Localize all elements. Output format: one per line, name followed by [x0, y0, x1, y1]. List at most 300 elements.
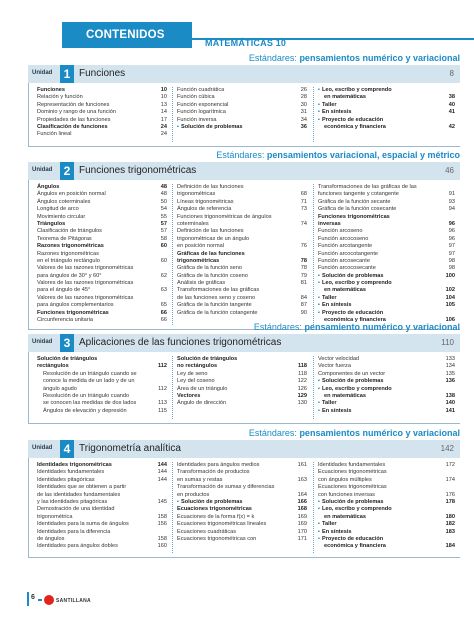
- toc-entry: [318, 102, 455, 109]
- toc-entry: [177, 462, 307, 469]
- toc-entry: [318, 529, 455, 536]
- toc-entry-page: 145: [157, 498, 167, 505]
- toc-entry-page: 38: [448, 94, 455, 101]
- standards-prefix: Estándares:: [248, 428, 300, 438]
- toc-entry: [177, 295, 307, 302]
- toc-entry-title: con ángulos múltiples: [318, 476, 372, 483]
- toc-entry-page: 104: [445, 294, 455, 301]
- toc-entry-title: Relación y función: [37, 94, 83, 101]
- toc-entry-title: Función arcocotangente: [318, 250, 379, 257]
- toc-entry-title: trigonométricas: [177, 191, 216, 198]
- toc-entry-page: 178: [445, 498, 455, 505]
- toc-entry-page: 102: [445, 287, 455, 294]
- toc-entry: [318, 521, 455, 528]
- unit-title: Funciones trigonométricas: [79, 165, 197, 176]
- toc-entry-title: Transformación de productos: [177, 469, 250, 476]
- toc-entry: [177, 302, 307, 309]
- toc-entry: [37, 206, 167, 213]
- toc-entry-title: Gráfica de la función seno: [177, 265, 242, 272]
- toc-entry: [177, 356, 307, 363]
- toc-entry-title: ▪ En síntesis: [318, 109, 352, 116]
- toc-entry: [37, 356, 167, 363]
- toc-entry: [177, 386, 307, 393]
- toc-entry-title: Funciones trigonométricas de ángulos: [177, 213, 272, 220]
- toc-entry: [318, 378, 455, 385]
- toc-entry-page: 129: [297, 392, 307, 399]
- toc-entry: [37, 378, 167, 385]
- toc-entry-page: 63: [160, 287, 167, 294]
- standards-text: pensamiento numérico y variacional: [304, 322, 460, 332]
- toc-entry-title: Definición de las funciones: [177, 228, 244, 235]
- standards-text: pensamientos numérico y variacional: [299, 53, 460, 63]
- toc-entry-title: Ecuaciones trigonométricas con: [177, 535, 257, 542]
- toc-entry-title: Ángulos de elevación y depresión: [43, 407, 127, 414]
- toc-entry: [177, 206, 307, 213]
- toc-entry-page: 93: [448, 198, 455, 205]
- column-divider: [313, 87, 314, 142]
- toc-entry: [318, 302, 455, 309]
- toc-entry: [177, 400, 307, 407]
- toc-entry-title: en el triángulo rectángulo: [37, 257, 100, 264]
- toc-entry: [318, 400, 455, 407]
- toc-entry-page: 105: [445, 302, 455, 309]
- toc-entry-title: Identidades fundamentales: [318, 462, 386, 468]
- toc-entry: [177, 484, 307, 491]
- unit-page: 110: [441, 338, 454, 347]
- contents-column: [318, 87, 455, 131]
- toc-entry-title: en matemáticas: [324, 287, 366, 294]
- toc-entry: [318, 251, 455, 258]
- toc-entry: [37, 302, 167, 309]
- toc-entry-title: ángulo agudo: [43, 385, 77, 392]
- toc-entry-title: Ecuaciones trigonométricas: [177, 506, 252, 513]
- unit-4-header: [28, 440, 460, 458]
- toc-entry: [177, 521, 307, 528]
- contents-column: [37, 356, 167, 415]
- toc-entry: [177, 258, 307, 265]
- toc-entry: [177, 287, 307, 294]
- toc-entry: [37, 228, 167, 235]
- toc-entry: [318, 492, 455, 499]
- toc-entry: [177, 506, 307, 513]
- toc-entry-title: Ecuaciones trigonométricas: [318, 469, 387, 476]
- toc-entry: [177, 117, 307, 124]
- toc-entry: [318, 191, 455, 198]
- toc-entry: [37, 131, 167, 138]
- contents-column: [318, 356, 455, 415]
- toc-entry-title: rectángulos: [37, 363, 69, 370]
- toc-entry-page: 91: [448, 191, 455, 198]
- toc-entry: [318, 386, 455, 393]
- toc-entry-title: Gráficas de las funciones: [177, 250, 245, 257]
- toc-entry-title: Identidades pitagóricas: [37, 476, 95, 483]
- toc-entry-title: Ángulos coterminales: [37, 198, 91, 205]
- toc-entry-title: Razones trigonométricas: [37, 250, 99, 257]
- column-divider: [313, 184, 314, 325]
- toc-entry: [177, 469, 307, 476]
- toc-entry-title: Circunferencia unitaria: [37, 317, 93, 324]
- toc-entry-title: Funciones trigonométricas: [37, 309, 109, 316]
- toc-entry: [318, 243, 455, 250]
- toc-entry-page: 24: [160, 123, 167, 130]
- toc-entry: [318, 287, 455, 294]
- brand-name: SANTILLANA: [56, 598, 91, 604]
- toc-entry: [318, 356, 455, 363]
- standards-prefix: Estándares:: [253, 322, 305, 332]
- toc-entry: [37, 191, 167, 198]
- toc-entry-title: Clasificación de triángulos: [37, 228, 102, 235]
- unit-label: Unidad: [32, 70, 53, 76]
- toc-entry: [318, 236, 455, 243]
- toc-entry-title: Función cuadrática: [177, 87, 225, 93]
- unit-3-contents: [28, 352, 460, 424]
- toc-entry-title: Resolución de un triángulo cuando se: [43, 370, 137, 377]
- column-divider: [172, 356, 173, 419]
- toc-entry-page: 10: [160, 94, 167, 101]
- contents-column: [177, 462, 307, 543]
- toc-entry: [37, 273, 167, 280]
- toc-entry: [37, 363, 167, 370]
- toc-entry-page: 136: [445, 378, 455, 385]
- unit-3-header: [28, 334, 460, 352]
- toc-entry-title: Vectores: [177, 392, 201, 399]
- toc-entry-title: ▪ Proyecto de educación: [318, 117, 383, 124]
- toc-entry: [37, 109, 167, 116]
- toc-entry: [37, 280, 167, 287]
- toc-entry-page: 26: [300, 87, 307, 93]
- toc-entry: [37, 543, 167, 550]
- toc-entry-page: 66: [160, 317, 167, 324]
- toc-entry-page: 140: [445, 400, 455, 407]
- toc-entry: [177, 228, 307, 235]
- toc-entry-title: Propiedades de las funciones: [37, 116, 111, 123]
- subject-title: MATEMÁTICAS 10: [205, 38, 287, 48]
- toc-entry: [177, 265, 307, 272]
- toc-entry: [177, 87, 307, 94]
- toc-entry: [37, 521, 167, 528]
- footer-bar: [27, 592, 29, 606]
- toc-entry: [318, 109, 455, 116]
- toc-entry: [37, 199, 167, 206]
- toc-entry-title: Ángulos de referencia: [177, 206, 232, 213]
- toc-entry: [318, 124, 455, 131]
- toc-entry-page: 62: [160, 272, 167, 279]
- toc-entry: [177, 310, 307, 317]
- toc-entry-title: Ángulos en posición normal: [37, 191, 106, 198]
- toc-entry-page: 100: [445, 272, 455, 279]
- standards-prefix: Estándares:: [248, 53, 300, 63]
- contents-column: [37, 184, 167, 324]
- toc-entry-title: Clasificación de funciones: [37, 123, 108, 130]
- toc-entry-title: Ley del coseno: [177, 378, 215, 385]
- toc-entry-title: en sumas y restas: [177, 476, 223, 483]
- standards-prefix: Estándares:: [216, 150, 267, 160]
- standards-text: pensamientos numérico y variacional: [299, 428, 460, 438]
- toc-entry-title: ▪ Leo, escribo y comprendo: [318, 506, 392, 513]
- toc-entry-title: económica y financiera: [324, 123, 386, 130]
- toc-entry-page: 78: [300, 265, 307, 272]
- toc-entry-title: en posición normal: [177, 243, 224, 250]
- toc-entry-title: Solución de triángulos: [37, 356, 98, 362]
- unit-2-header: [28, 162, 460, 180]
- toc-entry-title: ▪ Solución de problemas: [177, 499, 243, 506]
- toc-entry-page: 94: [448, 206, 455, 213]
- toc-entry: [37, 400, 167, 407]
- toc-entry-title: en matemáticas: [324, 94, 366, 101]
- toc-entry-page: 126: [297, 385, 307, 392]
- toc-entry-page: 144: [157, 476, 167, 483]
- toc-entry: [177, 221, 307, 228]
- toc-entry-page: 24: [160, 131, 167, 138]
- toc-entry-title: Solución de triángulos: [177, 356, 238, 362]
- toc-entry-title: Función arcocosecante: [318, 265, 376, 272]
- toc-entry-page: 31: [300, 109, 307, 116]
- contents-column: [177, 87, 307, 131]
- toc-entry-title: Representación de funciones: [37, 101, 110, 108]
- toc-entry-title: Valores de las razones trigonométricas: [37, 294, 134, 301]
- toc-entry-title: Líneas trigonométricas: [177, 198, 234, 205]
- toc-entry-title: con funciones inversas: [318, 491, 375, 498]
- toc-entry-page: 48: [160, 191, 167, 198]
- toc-entry-title: ▪ Taller: [318, 521, 337, 528]
- unit-label: Unidad: [32, 445, 53, 451]
- toc-entry-page: 30: [300, 101, 307, 108]
- toc-entry-page: 68: [300, 191, 307, 198]
- toc-entry-title: Ley de seno: [177, 370, 208, 377]
- toc-entry: [318, 228, 455, 235]
- toc-entry: [318, 536, 455, 543]
- toc-entry-page: 172: [445, 462, 455, 468]
- toc-entry-page: 170: [297, 528, 307, 535]
- toc-entry-title: Transformaciones de las gráficas de las: [318, 184, 417, 190]
- toc-entry-title: de ángulos: [37, 535, 65, 542]
- toc-entry: [318, 214, 455, 221]
- toc-entry: [318, 363, 455, 370]
- toc-entry: [37, 251, 167, 258]
- toc-entry-title: ▪ En síntesis: [318, 408, 352, 415]
- toc-entry-title: Triángulos: [37, 220, 66, 227]
- top-header: [0, 22, 474, 48]
- toc-entry-title: Función arcoseno: [318, 228, 363, 235]
- toc-entry-page: 50: [160, 198, 167, 205]
- toc-entry-page: 55: [160, 213, 167, 220]
- unit-3-standards: [254, 322, 460, 332]
- toc-entry-page: 40: [448, 101, 455, 108]
- toc-entry-page: 144: [157, 469, 167, 476]
- toc-entry-page: 115: [158, 407, 167, 414]
- column-divider: [313, 356, 314, 419]
- toc-entry-title: ▪ Solución de problemas: [318, 499, 384, 506]
- toc-entry: [318, 117, 455, 124]
- contents-column: [37, 87, 167, 139]
- toc-entry: [37, 310, 167, 317]
- toc-entry: [177, 214, 307, 221]
- toc-entry: [177, 514, 307, 521]
- toc-entry-page: 10: [160, 87, 167, 93]
- toc-entry-title: Análisis de gráficas: [177, 280, 226, 287]
- toc-entry: [37, 514, 167, 521]
- toc-entry-title: Ecuaciones trigonométricas lineales: [177, 521, 267, 528]
- toc-entry-page: 97: [448, 243, 455, 250]
- toc-entry-title: Función inversa: [177, 116, 217, 123]
- toc-entry-title: funciones tangente y cotangente: [318, 191, 399, 198]
- toc-entry: [37, 371, 167, 378]
- unit-number: 1: [60, 65, 74, 83]
- toc-entry: [37, 477, 167, 484]
- unit-1-header: [28, 65, 460, 83]
- toc-entry: [318, 484, 455, 491]
- toc-entry: [37, 117, 167, 124]
- toc-entry-page: 71: [300, 198, 307, 205]
- toc-entry-title: trigonométricas de un ángulo: [177, 235, 250, 242]
- toc-entry-page: 60: [160, 243, 167, 250]
- contents-column: [177, 184, 307, 317]
- toc-entry-page: 98: [448, 257, 455, 264]
- toc-entry-page: 34: [300, 116, 307, 123]
- unit-title: Trigonometría analítica: [79, 443, 181, 454]
- toc-entry: [318, 258, 455, 265]
- toc-entry-page: 98: [448, 265, 455, 272]
- toc-entry-page: 171: [297, 535, 307, 542]
- toc-entry-title: Componentes de un vector: [318, 370, 386, 377]
- toc-entry-page: 73: [300, 206, 307, 213]
- toc-entry-page: 176: [445, 491, 455, 498]
- unit-label: Unidad: [32, 339, 53, 345]
- column-divider: [313, 462, 314, 553]
- toc-entry-page: 180: [445, 513, 455, 520]
- toc-entry-page: 36: [300, 123, 307, 130]
- toc-entry-title: Dominio y rango de una función: [37, 109, 116, 116]
- toc-entry-page: 169: [297, 513, 307, 520]
- toc-entry-title: Vector fuerza: [318, 363, 351, 370]
- unit-title: Aplicaciones de las funciones trigonométricas: [79, 337, 282, 348]
- toc-entry-page: 84: [300, 294, 307, 301]
- toc-entry-page: 118: [298, 370, 307, 377]
- toc-entry: [37, 94, 167, 101]
- toc-entry-title: Gráfica de la función coseno: [177, 272, 248, 279]
- toc-entry-title: Movimiento circular: [37, 213, 86, 220]
- toc-entry-title: económica y financiera: [324, 317, 386, 324]
- toc-entry: [318, 221, 455, 228]
- toc-entry-page: 60: [160, 257, 167, 264]
- toc-entry: [37, 536, 167, 543]
- toc-entry: [177, 184, 307, 191]
- toc-entry-title: Función arcotangente: [318, 243, 373, 250]
- toc-entry-title: de las funciones seno y coseno: [177, 294, 256, 301]
- toc-entry-title: económica y financiera: [324, 543, 386, 550]
- toc-entry-title: Teorema de Pitágoras: [37, 235, 92, 242]
- toc-entry-title: Valores de las razones trigonométricas: [37, 265, 134, 272]
- toc-entry-title: de las identidades fundamentales: [37, 491, 121, 498]
- unit-2-standards: [216, 150, 460, 160]
- toc-entry-title: Identidades trigonométricas: [37, 462, 112, 468]
- toc-entry-page: 57: [160, 228, 167, 235]
- toc-entry: [177, 280, 307, 287]
- toc-entry-page: 118: [297, 363, 307, 370]
- toc-entry: [37, 462, 167, 469]
- column-divider: [172, 184, 173, 325]
- toc-entry-page: 96: [448, 220, 455, 227]
- toc-entry: [318, 199, 455, 206]
- toc-entry-title: Función cúbica: [177, 94, 215, 101]
- toc-entry-title: no rectángulos: [177, 363, 218, 370]
- toc-entry: [318, 393, 455, 400]
- toc-entry-page: 130: [297, 400, 307, 407]
- toc-entry-title: Razones trigonométricas: [37, 243, 104, 250]
- toc-entry-title: en matemáticas: [324, 513, 366, 520]
- toc-entry: [177, 236, 307, 243]
- toc-entry-title: ▪ Proyecto de educación: [318, 536, 383, 543]
- toc-entry-page: 54: [160, 206, 167, 213]
- toc-entry-page: 81: [300, 280, 307, 287]
- toc-entry-title: para el ángulo de 45°: [37, 287, 91, 294]
- unit-number: 3: [60, 334, 74, 352]
- toc-entry-title: ▪ Leo, escribo y comprendo: [318, 87, 392, 94]
- footer-rule: [38, 599, 42, 601]
- toc-entry-title: en matemáticas: [324, 392, 366, 399]
- toc-entry-page: 87: [300, 302, 307, 309]
- toc-entry-title: ▪ Leo, escribo y comprendo: [318, 280, 392, 287]
- toc-entry: [318, 477, 455, 484]
- toc-entry-page: 183: [445, 528, 455, 535]
- toc-entry-page: 96: [448, 235, 455, 242]
- toc-entry-title: Identidades para la diferencia: [37, 528, 111, 535]
- toc-entry-page: 184: [445, 543, 455, 550]
- toc-entry: [318, 543, 455, 550]
- toc-entry-page: 17: [160, 116, 167, 123]
- unit-label: Unidad: [32, 167, 53, 173]
- contents-column: [177, 356, 307, 408]
- toc-entry-page: 135: [445, 370, 455, 377]
- toc-entry-title: trigonométricas: [177, 257, 220, 264]
- toc-entry-title: Transformación de sumas y diferencias: [177, 484, 275, 491]
- toc-entry: [177, 477, 307, 484]
- toc-entry: [37, 265, 167, 272]
- toc-entry-page: 134: [445, 363, 455, 370]
- toc-entry-title: Funciones trigonométricas: [318, 213, 390, 220]
- unit-title: Funciones: [79, 68, 126, 79]
- toc-entry-page: 144: [157, 462, 167, 468]
- toc-entry-title: Gráfica de la función cosecante: [318, 206, 397, 213]
- toc-entry: [318, 514, 455, 521]
- column-divider: [172, 87, 173, 142]
- toc-entry-title: conoce la medida de un lado y de un: [43, 378, 135, 385]
- toc-entry-page: 133: [445, 356, 455, 362]
- toc-entry-title: ▪ Solución de problemas: [318, 378, 384, 385]
- toc-entry-title: Longitud de arco: [37, 206, 79, 213]
- toc-entry: [318, 295, 455, 302]
- toc-entry: [37, 258, 167, 265]
- toc-entry: [177, 492, 307, 499]
- toc-entry: [177, 529, 307, 536]
- toc-entry: [177, 94, 307, 101]
- page-number: 6: [31, 594, 35, 601]
- unit-4-standards: [249, 428, 460, 438]
- toc-entry-title: Identidades fundamentales: [37, 469, 105, 476]
- toc-entry: [318, 280, 455, 287]
- toc-entry-page: 163: [297, 476, 307, 483]
- toc-entry: [177, 536, 307, 543]
- toc-entry-title: inversas: [318, 220, 341, 227]
- section-title: CONTENIDOS: [62, 22, 192, 48]
- toc-entry-title: Función lineal: [37, 131, 72, 138]
- toc-entry-title: ▪ En síntesis: [318, 302, 352, 309]
- toc-entry-page: 112: [158, 385, 167, 392]
- toc-entry-title: Gráfica de la función secante: [318, 198, 391, 205]
- unit-4-contents: [28, 458, 460, 558]
- toc-entry-title: Gráfica de la función cotangente: [177, 309, 258, 316]
- toc-entry-title: Transformaciones de las gráficas: [177, 287, 260, 294]
